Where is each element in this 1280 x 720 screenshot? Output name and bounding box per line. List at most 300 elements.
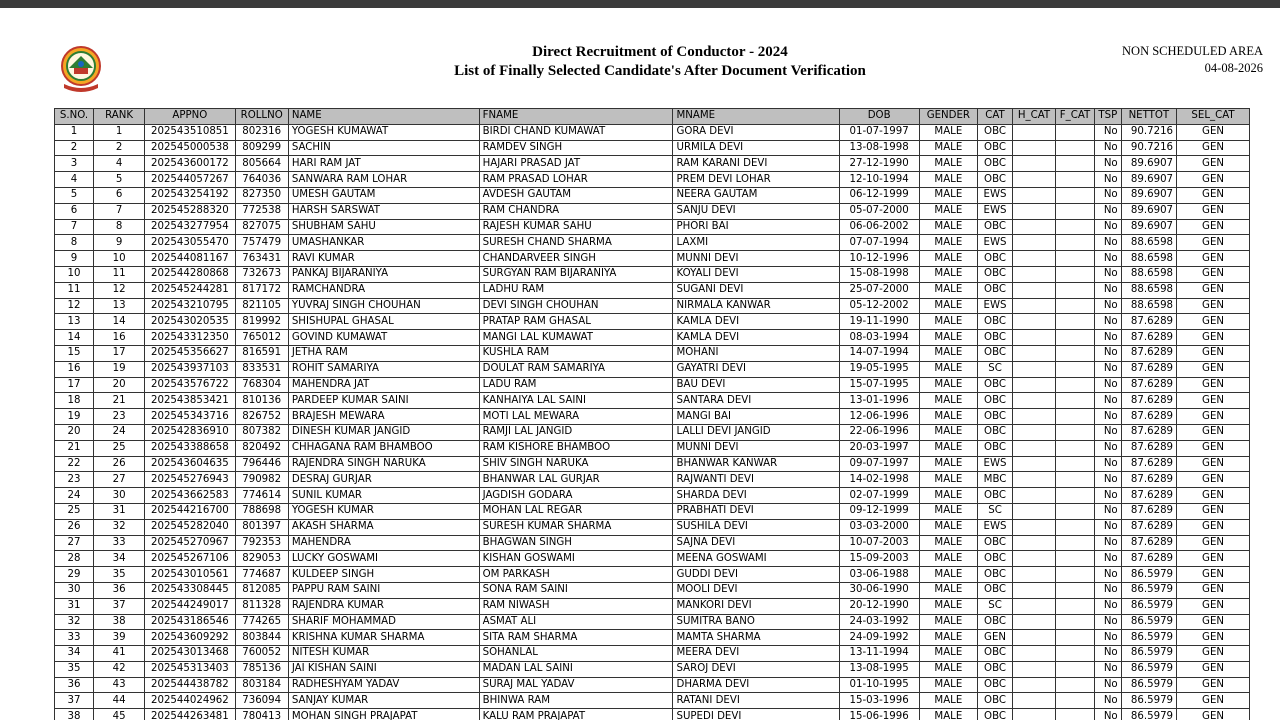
table-header-row	[55, 109, 1250, 125]
table-cell: 30	[93, 488, 144, 504]
table-cell: 816591	[235, 345, 288, 361]
table-cell: No	[1095, 298, 1122, 314]
table-cell: 7	[93, 203, 144, 219]
table-cell: SURESH KUMAR SHARMA	[479, 519, 673, 535]
table-cell: 1	[93, 124, 144, 140]
table-cell: 202543186546	[145, 614, 235, 630]
table-cell: No	[1095, 156, 1122, 172]
table-cell: 31	[93, 503, 144, 519]
table-cell	[1012, 646, 1055, 662]
column-header-cat: CAT	[978, 109, 1013, 125]
table-cell: 5	[55, 187, 94, 203]
table-cell: 86.5979	[1121, 598, 1176, 614]
table-cell: 87.6289	[1121, 345, 1176, 361]
table-cell: RATANI DEVI	[673, 693, 839, 709]
table-cell: UMASHANKAR	[288, 235, 479, 251]
table-cell: 15-08-1998	[839, 266, 919, 282]
table-cell	[1056, 235, 1095, 251]
table-cell: EWS	[978, 187, 1013, 203]
table-cell	[1056, 266, 1095, 282]
table-cell: 26	[55, 519, 94, 535]
table-cell	[1056, 614, 1095, 630]
table-cell: SITA RAM SHARMA	[479, 630, 673, 646]
table-cell: OBC	[978, 330, 1013, 346]
table-cell: 20	[55, 424, 94, 440]
table-cell: JETHA RAM	[288, 345, 479, 361]
table-cell: LUCKY GOSWAMI	[288, 551, 479, 567]
table-row	[55, 709, 1250, 720]
table-cell: GEN	[1177, 567, 1250, 583]
table-cell: 202543600172	[145, 156, 235, 172]
table-cell: SANJAY KUMAR	[288, 693, 479, 709]
table-cell	[1056, 472, 1095, 488]
table-cell: MAHENDRA	[288, 535, 479, 551]
table-cell	[1012, 330, 1055, 346]
table-cell: 4	[55, 172, 94, 188]
table-cell: 36	[55, 677, 94, 693]
table-cell: SAROJ DEVI	[673, 661, 839, 677]
table-cell: 774614	[235, 488, 288, 504]
table-row	[55, 424, 1250, 440]
table-cell: No	[1095, 266, 1122, 282]
table-cell	[1056, 409, 1095, 425]
table-cell: GEN	[1177, 614, 1250, 630]
table-cell: BHAGWAN SINGH	[479, 535, 673, 551]
table-row	[55, 140, 1250, 156]
table-cell: EWS	[978, 456, 1013, 472]
table-cell: 02-07-1999	[839, 488, 919, 504]
table-cell: OBC	[978, 677, 1013, 693]
table-cell: 86.5979	[1121, 709, 1176, 720]
table-cell: MALE	[919, 630, 977, 646]
table-cell: No	[1095, 519, 1122, 535]
table-cell: 10	[55, 266, 94, 282]
table-row	[55, 124, 1250, 140]
table-cell: DESRAJ GURJAR	[288, 472, 479, 488]
table-cell: 4	[93, 156, 144, 172]
table-cell: 03-06-1988	[839, 567, 919, 583]
table-cell	[1056, 630, 1095, 646]
table-cell: OBC	[978, 488, 1013, 504]
table-cell	[1012, 235, 1055, 251]
table-cell	[1056, 582, 1095, 598]
table-cell: 89.6907	[1121, 156, 1176, 172]
table-cell	[1056, 393, 1095, 409]
table-cell: 86.5979	[1121, 614, 1176, 630]
table-cell: YUVRAJ SINGH CHOUHAN	[288, 298, 479, 314]
table-cell: 09-07-1997	[839, 456, 919, 472]
table-cell: 19-05-1995	[839, 361, 919, 377]
table-row	[55, 440, 1250, 456]
table-cell: 32	[55, 614, 94, 630]
table-cell: 01-10-1995	[839, 677, 919, 693]
table-cell: MALE	[919, 266, 977, 282]
table-cell	[1012, 140, 1055, 156]
table-cell: OBC	[978, 567, 1013, 583]
table-cell: OBC	[978, 409, 1013, 425]
table-cell: MALE	[919, 187, 977, 203]
table-cell: 87.6289	[1121, 361, 1176, 377]
table-cell: SANTARA DEVI	[673, 393, 839, 409]
table-row	[55, 677, 1250, 693]
table-cell: 87.6289	[1121, 519, 1176, 535]
table-cell: MANKORI DEVI	[673, 598, 839, 614]
table-cell: GEN	[1177, 582, 1250, 598]
table-row	[55, 646, 1250, 662]
table-cell: MALE	[919, 567, 977, 583]
table-cell: MALE	[919, 298, 977, 314]
table-cell: MALE	[919, 235, 977, 251]
table-cell: No	[1095, 646, 1122, 662]
table-cell: GEN	[1177, 661, 1250, 677]
table-cell: GEN	[1177, 330, 1250, 346]
table-cell: 801397	[235, 519, 288, 535]
table-cell: 37	[55, 693, 94, 709]
table-cell: MALE	[919, 172, 977, 188]
table-cell: 764036	[235, 172, 288, 188]
table-cell: SURGYAN RAM BIJARANIYA	[479, 266, 673, 282]
table-cell: KUSHLA RAM	[479, 345, 673, 361]
table-cell: MALE	[919, 488, 977, 504]
table-cell	[1056, 330, 1095, 346]
table-cell: 86.5979	[1121, 693, 1176, 709]
table-cell: SHARDA DEVI	[673, 488, 839, 504]
table-body	[55, 124, 1250, 720]
table-cell: 39	[93, 630, 144, 646]
table-cell: JAI KISHAN SAINI	[288, 661, 479, 677]
table-cell: MALE	[919, 503, 977, 519]
table-cell: KULDEEP SINGH	[288, 567, 479, 583]
table-cell: 202543020535	[145, 314, 235, 330]
table-cell: MALE	[919, 709, 977, 720]
table-cell: OBC	[978, 582, 1013, 598]
table-cell	[1012, 424, 1055, 440]
table-cell	[1056, 598, 1095, 614]
table-cell: 35	[93, 567, 144, 583]
table-cell: MALE	[919, 456, 977, 472]
table-cell: HARI RAM JAT	[288, 156, 479, 172]
table-cell: 202542836910	[145, 424, 235, 440]
table-cell: OBC	[978, 693, 1013, 709]
column-header-nettot: NETTOT	[1121, 109, 1176, 125]
table-cell: No	[1095, 361, 1122, 377]
table-cell: 89.6907	[1121, 219, 1176, 235]
table-cell: 06-12-1999	[839, 187, 919, 203]
table-cell: RAM NIWASH	[479, 598, 673, 614]
table-cell: MALE	[919, 551, 977, 567]
table-cell: OBC	[978, 140, 1013, 156]
table-cell: MALE	[919, 314, 977, 330]
table-cell: 86.5979	[1121, 567, 1176, 583]
table-cell: MALE	[919, 535, 977, 551]
table-cell: 9	[93, 235, 144, 251]
table-cell: 14	[55, 330, 94, 346]
table-row	[55, 298, 1250, 314]
table-cell: SHUBHAM SAHU	[288, 219, 479, 235]
table-cell: MALE	[919, 440, 977, 456]
table-cell: GEN	[1177, 709, 1250, 720]
table-cell: No	[1095, 393, 1122, 409]
table-cell: 16	[55, 361, 94, 377]
column-header-sel-cat: SEL_CAT	[1177, 109, 1250, 125]
table-cell: NITESH KUMAR	[288, 646, 479, 662]
table-cell: SONA RAM SAINI	[479, 582, 673, 598]
table-cell	[1056, 551, 1095, 567]
table-cell: 202545267106	[145, 551, 235, 567]
table-cell: GEN	[1177, 124, 1250, 140]
table-row	[55, 203, 1250, 219]
table-cell: RAMJI LAL JANGID	[479, 424, 673, 440]
table-cell	[1012, 393, 1055, 409]
table-cell: 803844	[235, 630, 288, 646]
table-cell: MALE	[919, 251, 977, 267]
table-cell: KISHAN GOSWAMI	[479, 551, 673, 567]
table-cell: MUNNI DEVI	[673, 440, 839, 456]
table-cell: 19	[55, 409, 94, 425]
table-cell: No	[1095, 409, 1122, 425]
table-cell: MEERA DEVI	[673, 646, 839, 662]
table-cell: 28	[55, 551, 94, 567]
table-cell: RAM KISHORE BHAMBOO	[479, 440, 673, 456]
table-row	[55, 361, 1250, 377]
table-cell	[1012, 661, 1055, 677]
table-cell: No	[1095, 488, 1122, 504]
table-cell: 202545313403	[145, 661, 235, 677]
table-cell: MALE	[919, 361, 977, 377]
table-cell: MALE	[919, 156, 977, 172]
table-cell: OBC	[978, 266, 1013, 282]
table-cell: 15-03-1996	[839, 693, 919, 709]
table-cell: BRAJESH MEWARA	[288, 409, 479, 425]
table-cell: 202545288320	[145, 203, 235, 219]
table-cell: 833531	[235, 361, 288, 377]
table-cell: 29	[55, 567, 94, 583]
table-cell: 202543388658	[145, 440, 235, 456]
table-cell: ASMAT ALI	[479, 614, 673, 630]
table-cell: 89.6907	[1121, 203, 1176, 219]
column-header-mname: MNAME	[673, 109, 839, 125]
table-cell: GEN	[1177, 519, 1250, 535]
table-cell	[1012, 488, 1055, 504]
table-cell: No	[1095, 424, 1122, 440]
table-cell: MALE	[919, 646, 977, 662]
table-cell: 20	[93, 377, 144, 393]
table-cell	[1012, 567, 1055, 583]
table-cell: MALE	[919, 124, 977, 140]
table-cell: 20-12-1990	[839, 598, 919, 614]
table-row	[55, 409, 1250, 425]
table-cell: OBC	[978, 535, 1013, 551]
column-header-h-cat: H_CAT	[1012, 109, 1055, 125]
table-cell: UMESH GAUTAM	[288, 187, 479, 203]
table-row	[55, 282, 1250, 298]
table-cell: OBC	[978, 282, 1013, 298]
table-cell: No	[1095, 661, 1122, 677]
table-cell: MALE	[919, 393, 977, 409]
table-cell: MUNNI DEVI	[673, 251, 839, 267]
table-row	[55, 598, 1250, 614]
table-cell: 11	[93, 266, 144, 282]
table-cell: 30	[55, 582, 94, 598]
table-cell: AVDESH GAUTAM	[479, 187, 673, 203]
table-cell: 12-10-1994	[839, 172, 919, 188]
table-cell: 87.6289	[1121, 424, 1176, 440]
table-cell: No	[1095, 219, 1122, 235]
document-title-block	[400, 43, 920, 81]
table-cell: 202543254192	[145, 187, 235, 203]
table-cell	[1012, 282, 1055, 298]
table-cell: 87.6289	[1121, 456, 1176, 472]
table-cell: 88.6598	[1121, 282, 1176, 298]
table-cell: 12	[93, 282, 144, 298]
table-cell: 34	[55, 646, 94, 662]
table-cell: DINESH KUMAR JANGID	[288, 424, 479, 440]
table-cell: GEN	[1177, 140, 1250, 156]
table-cell: SUPEDI DEVI	[673, 709, 839, 720]
table-cell	[1012, 472, 1055, 488]
table-cell: GEN	[1177, 156, 1250, 172]
table-row	[55, 330, 1250, 346]
table-cell: No	[1095, 677, 1122, 693]
table-cell: 202544057267	[145, 172, 235, 188]
table-cell: KANHAIYA LAL SAINI	[479, 393, 673, 409]
table-cell: AKASH SHARMA	[288, 519, 479, 535]
table-cell: No	[1095, 124, 1122, 140]
table-cell: 14	[93, 314, 144, 330]
table-cell	[1056, 156, 1095, 172]
table-cell: No	[1095, 582, 1122, 598]
table-cell: GEN	[1177, 424, 1250, 440]
table-cell	[1012, 124, 1055, 140]
table-row	[55, 503, 1250, 519]
table-cell: MALE	[919, 582, 977, 598]
table-cell: GUDDI DEVI	[673, 567, 839, 583]
table-cell: 202545270967	[145, 535, 235, 551]
table-cell: 10	[93, 251, 144, 267]
table-cell: RAM PRASAD LOHAR	[479, 172, 673, 188]
table-cell: URMILA DEVI	[673, 140, 839, 156]
table-cell: 10-07-2003	[839, 535, 919, 551]
table-cell: BHANWAR KANWAR	[673, 456, 839, 472]
table-cell: 202543604635	[145, 456, 235, 472]
table-cell: No	[1095, 330, 1122, 346]
table-cell: 202543662583	[145, 488, 235, 504]
table-cell: 87.6289	[1121, 503, 1176, 519]
table-cell: 827350	[235, 187, 288, 203]
table-cell: 15-07-1995	[839, 377, 919, 393]
table-cell: 25	[55, 503, 94, 519]
table-cell: 87.6289	[1121, 409, 1176, 425]
table-cell: GEN	[1177, 203, 1250, 219]
table-cell: 14-07-1994	[839, 345, 919, 361]
table-cell: No	[1095, 614, 1122, 630]
table-cell: 202543210795	[145, 298, 235, 314]
table-cell: No	[1095, 314, 1122, 330]
table-cell: 202543010561	[145, 567, 235, 583]
table-cell	[1056, 503, 1095, 519]
table-cell: OM PARKASH	[479, 567, 673, 583]
table-cell: 202543308445	[145, 582, 235, 598]
table-cell: 202545343716	[145, 409, 235, 425]
table-cell: EWS	[978, 519, 1013, 535]
table-cell	[1012, 440, 1055, 456]
table-cell: 805664	[235, 156, 288, 172]
table-cell: No	[1095, 377, 1122, 393]
table-row	[55, 551, 1250, 567]
table-cell	[1056, 709, 1095, 720]
table-cell: 202543510851	[145, 124, 235, 140]
table-cell: 790982	[235, 472, 288, 488]
table-cell: 30-06-1990	[839, 582, 919, 598]
table-cell	[1012, 219, 1055, 235]
table-cell: 86.5979	[1121, 646, 1176, 662]
table-cell: MALE	[919, 377, 977, 393]
table-cell	[1056, 535, 1095, 551]
table-cell: 11	[55, 282, 94, 298]
table-cell: 27	[93, 472, 144, 488]
table-cell: RAMCHANDRA	[288, 282, 479, 298]
column-header-rollno: ROLLNO	[235, 109, 288, 125]
table-row	[55, 314, 1250, 330]
table-cell: JAGDISH GODARA	[479, 488, 673, 504]
table-cell: 41	[93, 646, 144, 662]
table-cell: MALE	[919, 345, 977, 361]
table-cell: MALE	[919, 282, 977, 298]
table-cell: No	[1095, 140, 1122, 156]
table-cell: 13	[55, 314, 94, 330]
table-cell: GEN	[1177, 235, 1250, 251]
table-cell: No	[1095, 630, 1122, 646]
table-cell: 86.5979	[1121, 630, 1176, 646]
table-cell: PREM DEVI LOHAR	[673, 172, 839, 188]
table-cell: 86.5979	[1121, 677, 1176, 693]
table-cell	[1012, 251, 1055, 267]
table-cell	[1012, 709, 1055, 720]
document-date: 04-08-2026	[1204, 61, 1263, 75]
table-row	[55, 187, 1250, 203]
table-cell: 15	[55, 345, 94, 361]
table-cell: GEN	[1177, 377, 1250, 393]
table-cell	[1056, 440, 1095, 456]
table-row	[55, 251, 1250, 267]
table-cell: No	[1095, 567, 1122, 583]
table-cell: 90.7216	[1121, 140, 1176, 156]
table-cell	[1056, 677, 1095, 693]
table-cell: MALE	[919, 598, 977, 614]
table-cell: No	[1095, 709, 1122, 720]
table-cell: GEN	[1177, 488, 1250, 504]
table-cell: LADHU RAM	[479, 282, 673, 298]
table-cell: GEN	[1177, 630, 1250, 646]
table-cell: MALE	[919, 661, 977, 677]
table-cell: GOVIND KUMAWAT	[288, 330, 479, 346]
table-cell: 6	[93, 187, 144, 203]
table-cell: 86.5979	[1121, 582, 1176, 598]
table-cell: GEN	[1177, 361, 1250, 377]
table-cell	[1056, 361, 1095, 377]
table-cell: 13-11-1994	[839, 646, 919, 662]
table-cell: 18	[55, 393, 94, 409]
table-cell: 202544249017	[145, 598, 235, 614]
table-cell: DEVI SINGH CHOUHAN	[479, 298, 673, 314]
table-cell: 811328	[235, 598, 288, 614]
table-cell: MALE	[919, 140, 977, 156]
table-cell: 87.6289	[1121, 440, 1176, 456]
column-header-gender: GENDER	[919, 109, 977, 125]
table-cell: 86.5979	[1121, 661, 1176, 677]
table-cell	[1012, 693, 1055, 709]
table-cell: 765012	[235, 330, 288, 346]
